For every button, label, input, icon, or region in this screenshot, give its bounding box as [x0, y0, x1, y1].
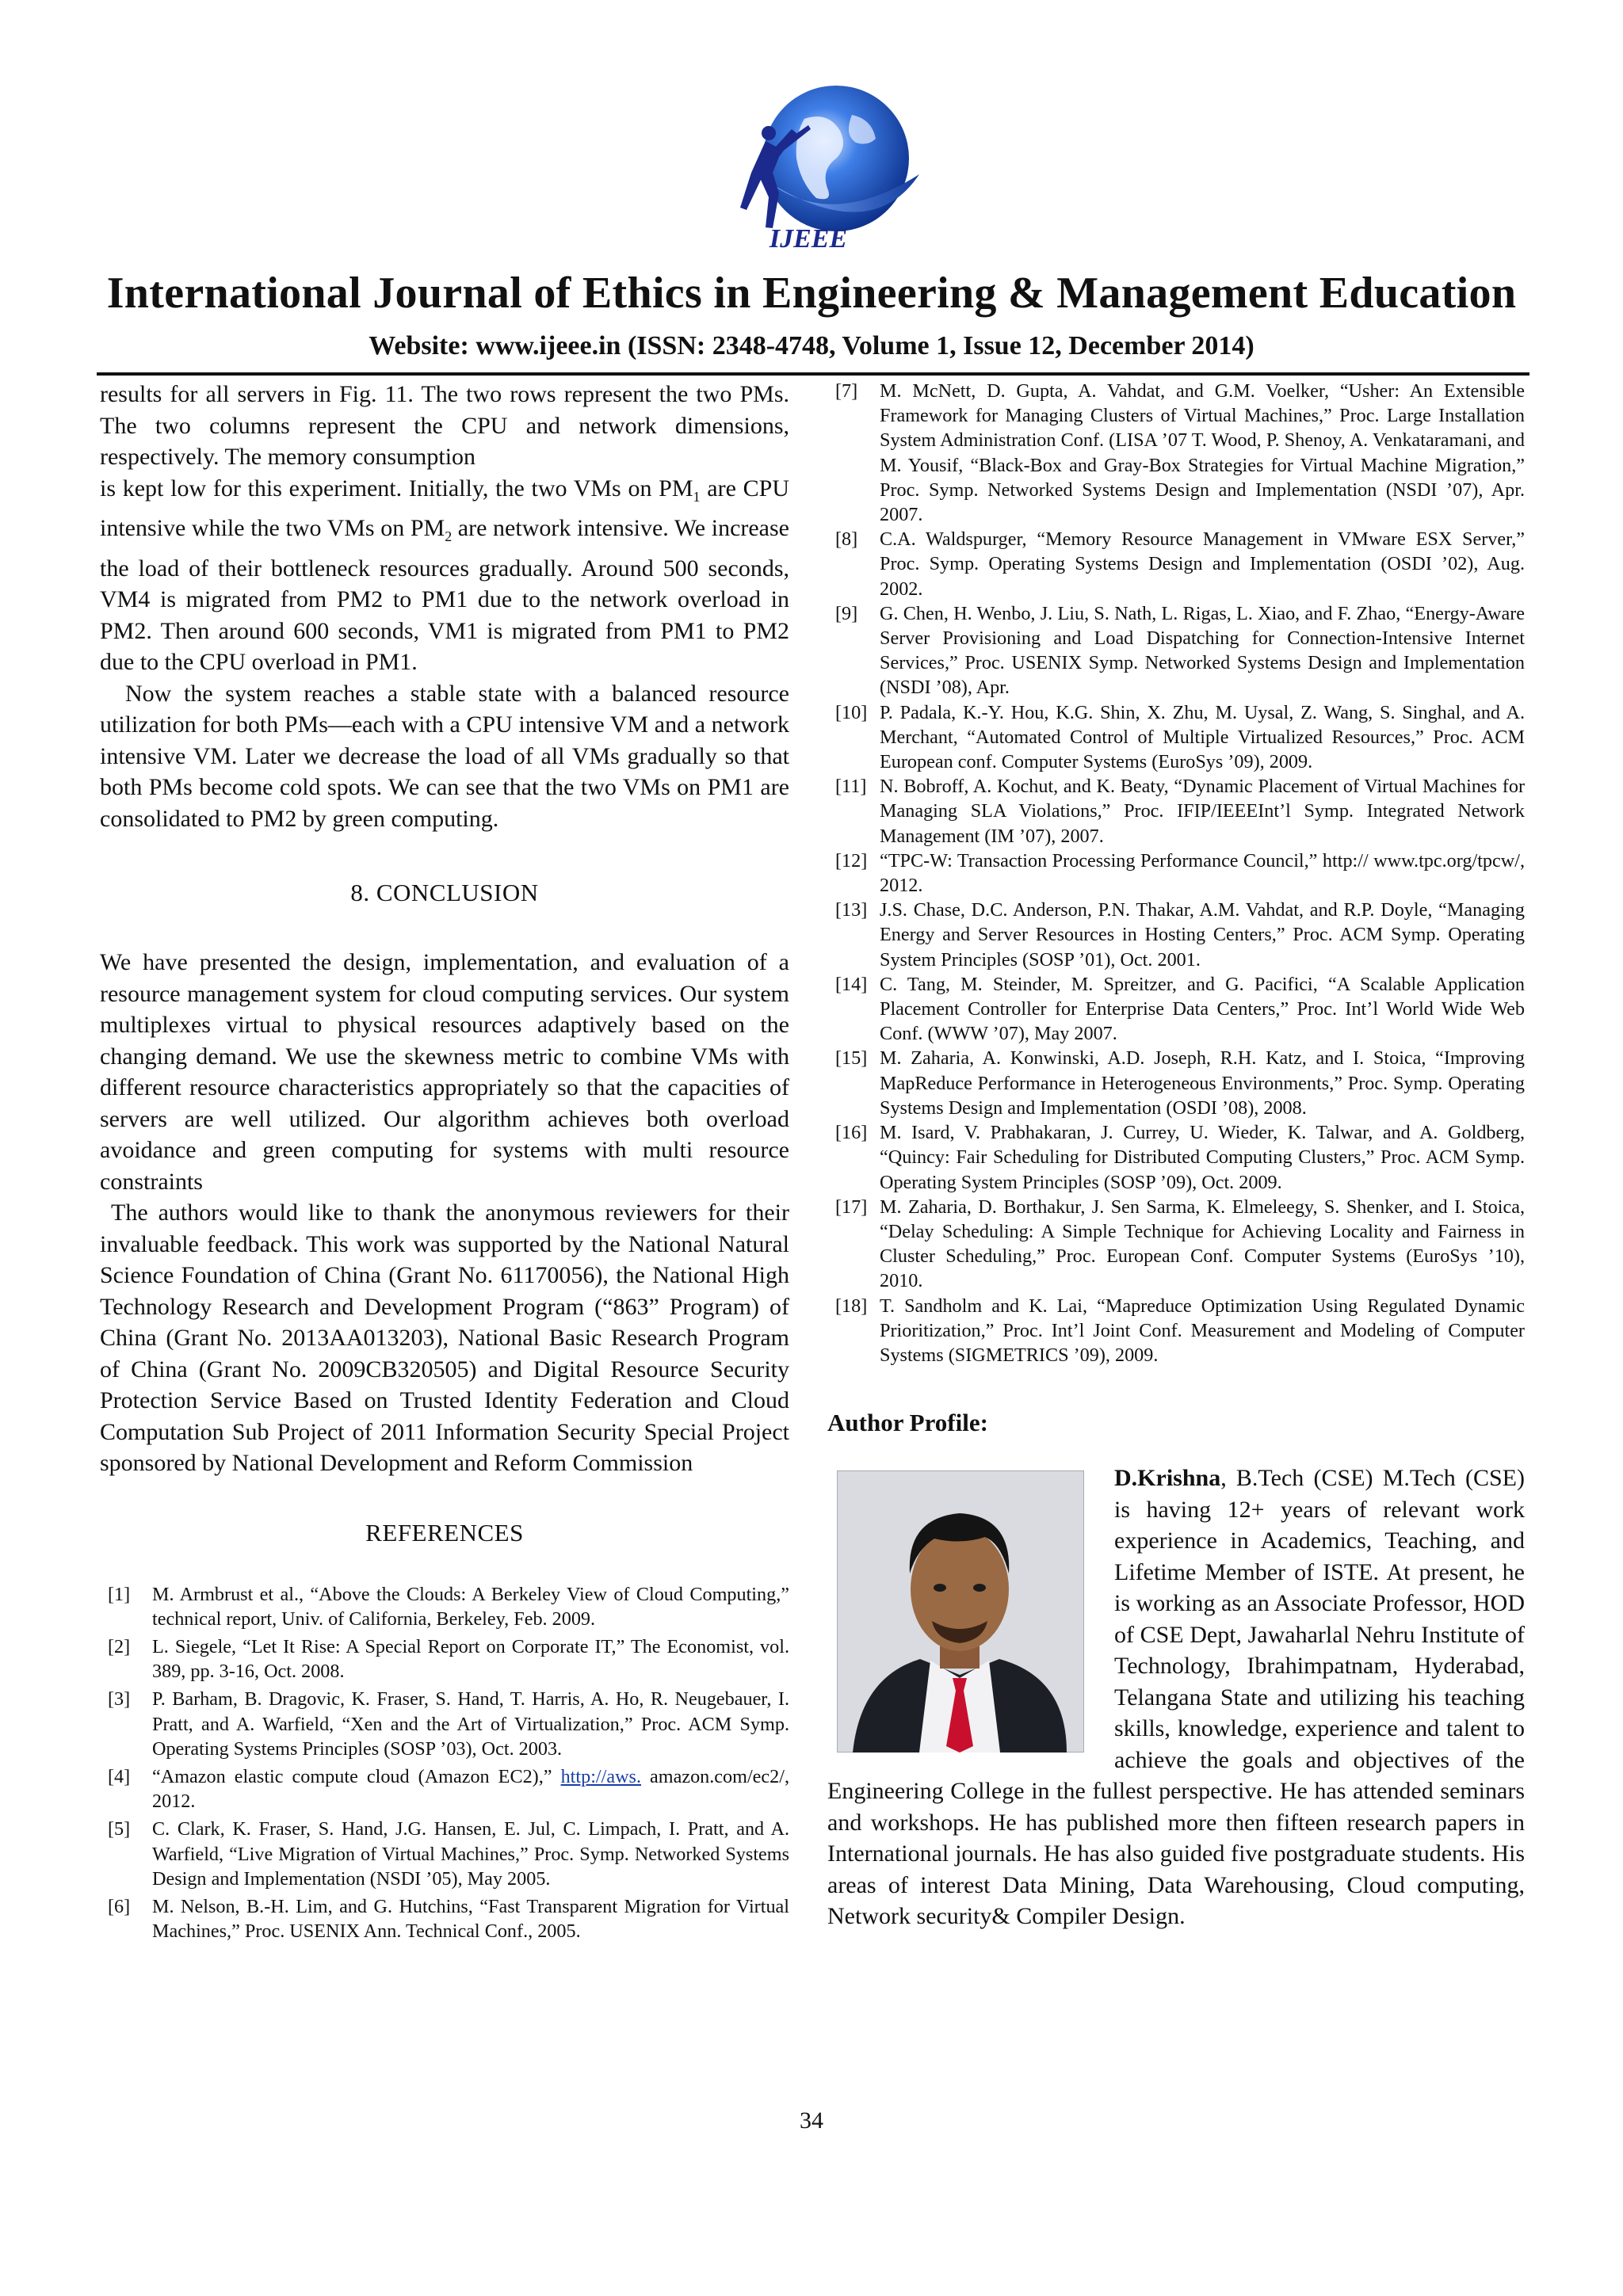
- reference-item: [100, 1582, 789, 1631]
- reference-item: [100, 1764, 789, 1814]
- reference-item: [827, 972, 1525, 1047]
- reference-item: [827, 898, 1525, 972]
- paragraph-stable-state: Now the system reaches a stable state with a balanced resource utilization for both PMs—each with a CPU intensive VM and a network intensive VM. Later we decrease the load of all VMs gradually so that both PMs become cold spots. We can see that the two VMs on PM1 are consolidated to PM2 by green computing.: [100, 680, 789, 832]
- reference-text: C. Clark, K. Fraser, S. Hand, J.G. Hansen, E. Jul, C. Limpach, I. Pratt, and A. Warfield, “Live Migration of Virtual Machines,” Proc. Symp. Networked Systems Design and Implementation (NSDI ’05), May 2005.: [152, 1818, 789, 1890]
- journal-subtitle: Website: www.ijeee.in (ISSN: 2348-4748, Volume 1, Issue 12, December 2014): [369, 331, 1254, 360]
- reference-number: [18]: [835, 1295, 868, 1317]
- reference-item: [827, 1046, 1525, 1120]
- pm-subscript-2: 2: [445, 528, 453, 544]
- reference-text: P. Barham, B. Dragovic, K. Fraser, S. Hand, T. Harris, A. Ho, R. Neugebauer, I. Pratt, and A. Warfield, “Xen and the Art of Virtualization,” Proc. ACM Symp. Operating Systems Principles (SOSP ’03), Oct. 2003.: [152, 1688, 789, 1760]
- reference-text: T. Sandholm and K. Lai, “Mapreduce Optimization Using Regulated Dynamic Prioritization,” Proc. Int’l Joint Conf. Measurement and Modeling of Computer Systems (SIGMETRICS ’09), 2009.: [880, 1295, 1525, 1366]
- header-divider: [97, 372, 1529, 376]
- reference-text: G. Chen, H. Wenbo, J. Liu, S. Nath, L. Rigas, L. Xiao, and F. Zhao, “Energy-Aware Server Provisioning and Load Dispatching for Connection-Intensive Internet Services,” Proc. USENIX Symp. Networked Systems Design and Implementation (NSDI ’08), Apr.: [880, 602, 1525, 699]
- reference-text: M. Zaharia, D. Borthakur, J. Sen Sarma, K. Elmeleegy, S. Shenker, and I. Stoica, “Delay Scheduling: A Simple Technique for Achieving Locality and Fairness in Cluster Scheduling,” Proc. European Conf. Computer Systems (EuroSys ’10), 2010.: [880, 1196, 1525, 1292]
- aws-link[interactable]: http://aws.: [560, 1765, 642, 1787]
- globe-logo-icon: [650, 71, 983, 254]
- reference-number: [5]: [108, 1818, 131, 1840]
- reference-text: M. Isard, V. Prabhakaran, J. Currey, U. Wieder, K. Talwar, and A. Goldberg, “Quincy: Fair Scheduling for Distributed Computing Clusters,” Proc. ACM Symp. Operating System Principles (SOSP ’09), Oct. 2009.: [880, 1122, 1525, 1193]
- journal-title: International Journal of Ethics in Engineering & Management Education: [106, 269, 1517, 318]
- reference-number: [7]: [835, 380, 858, 402]
- reference-number: [9]: [835, 602, 858, 624]
- reference-item: [100, 1817, 789, 1891]
- reference-text: L. Siegele, “Let It Rise: A Special Report on Corporate IT,” The Economist, vol. 389, pp. 3-16, Oct. 2008.: [152, 1635, 789, 1683]
- paragraph-results-part-c: are CPU intensive while the two VMs on PM: [100, 475, 789, 541]
- paragraph-acknowledgement: The authors would like to thank the anonymous reviewers for their invaluable feedback. This work was supported by the National Natural Science Foundation of China (Grant No. 61170056), the National High Technology Research and Development Program (“863” Program) of China (Grant No. 2013AA013203), National Basic Research Program of China (Grant No. 2009CB320505) and Digital Resource Security Protection Service Based on Trusted Identity Federation and Cloud Computation Sub Project of 2011 Information Security Special Project sponsored by National Development and Reform Commission: [100, 1199, 789, 1476]
- reference-number: [1]: [108, 1583, 131, 1605]
- reference-item: [827, 700, 1525, 775]
- reference-text: M. Nelson, B.-H. Lim, and G. Hutchins, “Fast Transparent Migration for Virtual Machines,” Proc. USENIX Ann. Technical Conf., 2005.: [152, 1895, 789, 1943]
- right-column: [827, 379, 1525, 1932]
- reference-text: P. Padala, K.-Y. Hou, K.G. Shin, X. Zhu, M. Uysal, Z. Wang, S. Singhal, and A. Merchant, “Automated Control of Multiple Virtualized Resources,” Proc. ACM European conf. Computer Systems (EuroSys ’09), 2009.: [880, 701, 1525, 773]
- left-column: [100, 379, 789, 1947]
- journal-logo: [650, 71, 983, 254]
- conclusion-heading: 8. CONCLUSION: [350, 879, 539, 906]
- reference-text: M. McNett, D. Gupta, A. Vahdat, and G.M. Voelker, “Usher: An Extensible Framework for Managing Clusters of Virtual Machines,” Proc. Large Installation System Administration Conf. (LISA ’07 T. Wood, P. Shenoy, A. Venkataramani, and M. Yousif, “Black-Box and Gray-Box Strategies for Virtual Machine Migration,” Proc. Symp. Networked Systems Design and Implementation (NSDI ’07), Apr. 2007.: [880, 380, 1525, 526]
- reference-item: [100, 1634, 789, 1684]
- reference-text: J.S. Chase, D.C. Anderson, P.N. Thakar, A.M. Vahdat, and R.P. Doyle, “Managing Energy and Server Resources in Hosting Centers,” Proc. ACM Symp. Operating System Principles (SOSP ’01), Oct. 2001.: [880, 899, 1525, 971]
- logo-text: IJEEE: [769, 224, 848, 254]
- reference-number: [15]: [835, 1047, 868, 1070]
- reference-item: [827, 1294, 1525, 1368]
- paragraph-results-part-d: are network intensive. We increase the load of their bottleneck resources gradually. Around 500 seconds, VM4 is migrated from PM2 to PM1 due to the network overload in PM2. Then around 600 seconds, VM1 is migrated from PM1 to PM2 due to the CPU overload in PM1.: [100, 515, 789, 675]
- reference-text: [152, 1764, 789, 1814]
- paragraph-results-part-a: results for all servers in Fig. 11. The two rows represent the two PMs. The two columns represent the CPU and network dimensions, respectively. The memory consumption: [100, 381, 789, 470]
- reference-item: [100, 1687, 789, 1761]
- reference-number: [4]: [108, 1765, 131, 1787]
- reference-number: [13]: [835, 899, 868, 921]
- reference-item: [827, 527, 1525, 601]
- reference-number: [2]: [108, 1635, 131, 1657]
- author-photo: [837, 1470, 1084, 1753]
- reference-text-part: amazon.com/ec2/, 2012.: [152, 1765, 790, 1813]
- reference-number: [3]: [108, 1688, 131, 1711]
- reference-number: [11]: [835, 776, 867, 798]
- reference-number: [8]: [835, 528, 858, 551]
- reference-number: [6]: [108, 1895, 131, 1917]
- reference-item: [827, 1195, 1525, 1294]
- reference-text: N. Bobroff, A. Kochut, and K. Beaty, “Dynamic Placement of Virtual Machines for Managing SLA Violations,” Proc. IFIP/IEEEInt’l Symp. Integrated Network Management (IM ’07), 2007.: [880, 776, 1525, 847]
- reference-text: “TPC-W: Transaction Processing Performance Council,” http:// www.tpc.org/tpcw/, 2012.: [880, 849, 1525, 897]
- reference-text: C. Tang, M. Steinder, M. Spreitzer, and G. Pacifici, “A Scalable Application Placement Controller for Enterprise Data Centers,” Proc. Int’l World Wide Web Conf. (WWW ’07), May 2007.: [880, 973, 1525, 1045]
- reference-number: [14]: [835, 973, 868, 995]
- author-name: D.Krishna: [1114, 1465, 1221, 1492]
- paragraph-results: [100, 379, 789, 678]
- author-portrait-icon: [837, 1470, 1084, 1753]
- pm-subscript-1: 1: [693, 488, 701, 505]
- reference-list-left: [100, 1582, 789, 1944]
- page-number: 34: [800, 2107, 823, 2134]
- reference-text: M. Armbrust et al., “Above the Clouds: A Berkeley View of Cloud Computing,” technical report, Univ. of California, Berkeley, Feb. 2009.: [152, 1583, 789, 1630]
- reference-item: [827, 601, 1525, 700]
- reference-item: [827, 1120, 1525, 1195]
- author-profile: [827, 1463, 1525, 1932]
- author-bio-text: , B.Tech (CSE) M.Tech (CSE) is having 12+ years of relevant work experience in Academics, Teaching, and Lifetime Member of ISTE. At present, he is working as an Associate Professor, HOD of CSE Dept, Jawaharlal Nehru Institute of Technology, Ibrahimpatnam, Hyderabad, Telangana State and utilizing his teaching skills, knowledge, experience and talent to achieve the goals and objectives of the Engineering College in the fullest perspective. He has attended seminars and workshops. He has published more then fifteen research papers in International journals. He has also guided five postgraduate students. His areas of interest Data Mining, Data Warehousing, Cloud computing, Network security& Compiler Design.: [827, 1465, 1525, 1930]
- reference-item: [827, 379, 1525, 527]
- paragraph-results-part-b: is kept low for this experiment. Initially, the two VMs on PM: [100, 475, 693, 502]
- reference-number: [17]: [835, 1196, 868, 1218]
- reference-text-part: “Amazon elastic compute cloud (Amazon EC2),”: [152, 1765, 561, 1787]
- reference-number: [10]: [835, 701, 868, 723]
- reference-item: [827, 849, 1525, 898]
- reference-item: [100, 1894, 789, 1943]
- reference-item: [827, 774, 1525, 849]
- reference-text: C.A. Waldspurger, “Memory Resource Management in VMware ESX Server,” Proc. Symp. Operating Systems Design and Implementation (OSDI ’02), Aug. 2002.: [880, 528, 1525, 600]
- reference-text: M. Zaharia, A. Konwinski, A.D. Joseph, R.H. Katz, and I. Stoica, “Improving MapReduce Performance in Heterogeneous Environments,” Proc. Symp. Operating Systems Design and Implementation (OSDI ’08), 2008.: [880, 1047, 1525, 1119]
- paragraph-conclusion: We have presented the design, implementation, and evaluation of a resource management system for cloud computing services. Our system multiplexes virtual to physical resources adaptively based on the changing demand. We use the skewness metric to combine VMs with different resource characteristics appropriately so that the capacities of servers are well utilized. Our algorithm achieves both overload avoidance and green computing for systems with multi resource constraints: [100, 949, 789, 1195]
- reference-number: [12]: [835, 849, 868, 871]
- reference-number: [16]: [835, 1122, 868, 1144]
- reference-list-right: [827, 379, 1525, 1367]
- author-profile-heading: Author Profile:: [827, 1409, 988, 1437]
- references-heading: REFERENCES: [365, 1518, 524, 1547]
